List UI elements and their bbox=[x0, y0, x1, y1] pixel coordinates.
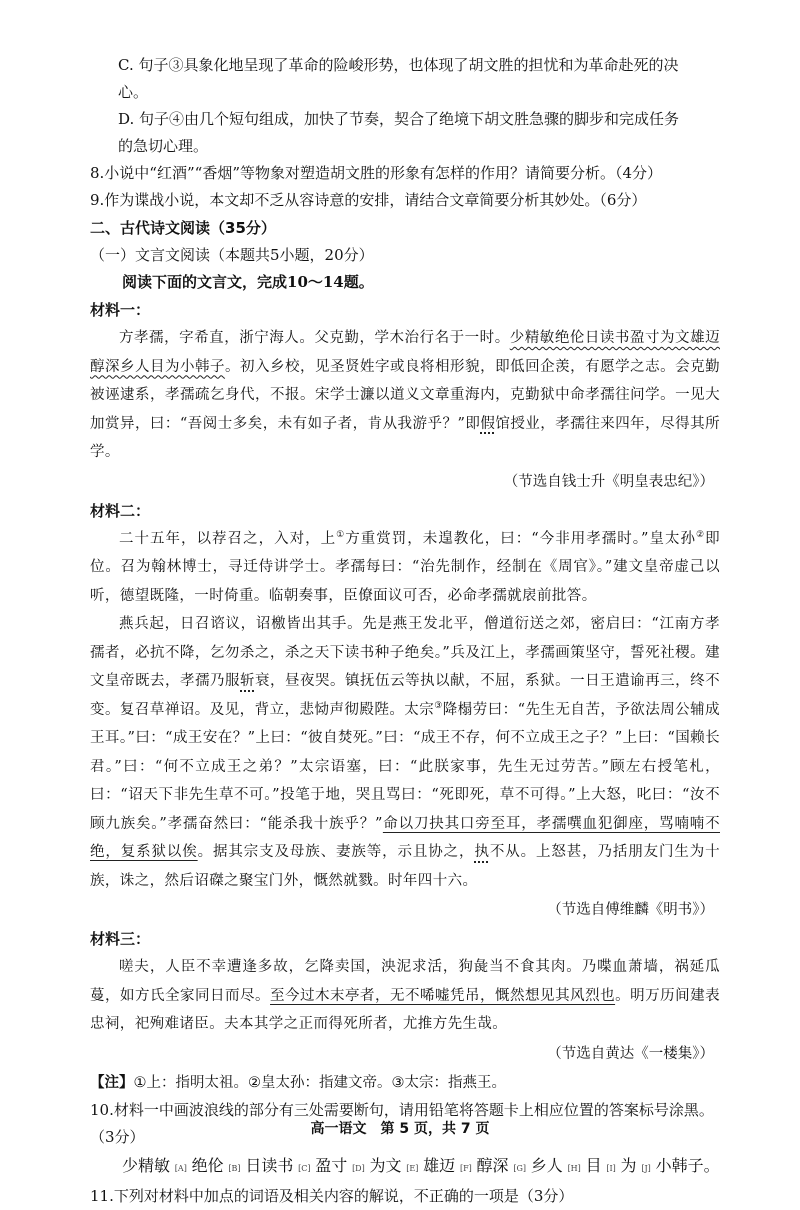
page-footer: 高一语文 第 5 页，共 7 页 bbox=[310, 1121, 490, 1137]
subsection-title: （一）文言文阅读（本题共5小题，20分） bbox=[90, 246, 374, 264]
question-11: 11.下列对材料中加点的词语及相关内容的解说，不正确的一项是（3分） bbox=[90, 1186, 574, 1205]
material-1-label: 材料一： bbox=[90, 301, 151, 319]
answer-mark-b[interactable]: [B] bbox=[228, 1163, 241, 1173]
material-3-label: 材料三： bbox=[90, 930, 151, 948]
section-title: 二、古代诗文阅读（35分） bbox=[90, 219, 276, 237]
material-2-source: （节选自傅维麟《明书》） bbox=[547, 902, 714, 918]
footnote-2: ② bbox=[696, 529, 706, 540]
material-3-source: （节选自黄达《一楼集》） bbox=[547, 1045, 714, 1062]
underlined-sentence: 命以刀抉其口旁至耳，孝孺噀血犯御座，骂喃喃不绝，复系狱以俟 bbox=[90, 815, 720, 860]
answer-mark-a[interactable]: [A] bbox=[174, 1163, 187, 1173]
question-10-options: 少精敏 [A] 绝伦 [B] 日读书 [C] 盈寸 [D] 为文 [E] 雄迈 [F] 醇深 [G] 乡人 [H] 目 [I] 为 [J] 小韩子。 bbox=[122, 1155, 720, 1175]
footnote-1: ① bbox=[336, 529, 346, 540]
option-c-cont: 心。 bbox=[118, 83, 149, 101]
answer-mark-c[interactable]: [C] bbox=[298, 1163, 311, 1173]
answer-mark-e[interactable]: [E] bbox=[406, 1163, 419, 1173]
wavy-underline-passage: 少精敏绝伦日读书盈寸为文雄迈醇深乡人目为小韩子 bbox=[90, 330, 720, 375]
question-9: 9.作为谍战小说，本文却不乏从容诗意的安排，请结合文章简要分析其妙处。（6分） bbox=[90, 191, 647, 209]
dotted-word: 执 bbox=[474, 844, 490, 860]
dotted-word: 斩 bbox=[240, 673, 256, 689]
material-3-text: 嗟夫，人臣不幸遭逢多故，乞降卖国，泱泥求活，狗彘当不食其肉。乃喋血萧墙，祸延瓜蔓，如方氏全家同日而尽。至今过木末亭者，无不唏嘘凭吊，慨然想见其风烈也。明万历间建表忠祠，祀殉难诸臣。夫本其学之正而得死所者，尤推方先生哉。 bbox=[90, 959, 720, 1032]
material-2-para-2: 燕兵起，日召谘议，诏檄皆出其手。先是燕王发北平，僧道衍送之郊，密启曰：“江南方孝孺者，必抗不降，乞勿杀之，杀之天下读书种子绝矣。”兵及江上，孝孺画策坚守，誓死社稷。建文皇帝既去，孝孺乃服斩衰，昼夜哭。镇抚伍云等执以献，不屈，系狱。一日王遣谕再三，终不变。复召草禅诏。及见，背立，悲恸声彻殿陛。太宗③降榻劳曰：“先生无自苦，予欲法周公辅成王耳。”曰：“成王安在？”上曰：“彼自焚死。”曰：“成王不存，何不立成王之子？”上曰：“国赖长君。”曰：“何不立成王之弟？”太宗语塞，曰：“此朕家事，先生无过劳苦。”顾左右授笔札，曰：“诏天下非先生草不可。”投笔于地，哭且骂曰：“死即死，草不可得。”上大怒，叱曰：“汝不顾九族矣。”孝孺奋然曰：“能杀我十族乎？”命以刀抉其口旁至耳，孝孺噀血犯御座，骂喃喃不绝，复系狱以俟。据其宗支及母族、妻族等，示且协之，执不从。上怒甚，乃括朋友门生为十族，诛之，然后诏磔之聚宝门外，慨然就戮。时年四十六。 bbox=[90, 616, 721, 889]
reading-instruction: 阅读下面的文言文，完成10～14题。 bbox=[122, 273, 374, 291]
material-2-para-1: 二十五年，以荐召之，入对，上①方重赏罚，未遑教化，曰：“今非用孝孺时。”皇太孙②即位。召为翰林博士，寻迁侍讲学士。孝孺每曰：“治先制作，经制在《周官》。”建文皇帝虚己以听，德望既隆，一时倚重。临朝奏事，臣僚面议可否，必命孝孺就扆前批答。 bbox=[90, 529, 720, 604]
question-10: 10.材料一中画波浪线的部分有三处需要断句，请用铅笔将答题卡上相应位置的答案标号涂黑。（3分） bbox=[90, 1100, 714, 1146]
option-d: D. 句子④由几个短句组成，加快了节奏，契合了绝境下胡文胜急骤的脚步和完成任务 bbox=[118, 110, 680, 128]
answer-mark-d[interactable]: [D] bbox=[352, 1163, 365, 1173]
option-d-cont: 的急切心理。 bbox=[118, 137, 209, 155]
answer-mark-i[interactable]: [I] bbox=[606, 1163, 616, 1173]
option-c: C. 句子③具象化地呈现了革命的险峻形势，也体现了胡文胜的担忧和为革命赴死的决 bbox=[118, 56, 679, 74]
question-8: 8.小说中“红酒”“香烟”等物象对塑造胡文胜的形象有怎样的作用？请简要分析。（4分） bbox=[90, 164, 663, 182]
material-2-label: 材料二： bbox=[90, 501, 151, 520]
note-label: 【注】 bbox=[90, 1074, 134, 1091]
answer-mark-h[interactable]: [H] bbox=[567, 1163, 581, 1173]
exam-page bbox=[90, 52, 720, 1210]
answer-mark-f[interactable]: [F] bbox=[459, 1163, 472, 1173]
answer-mark-g[interactable]: [G] bbox=[513, 1163, 526, 1173]
footnote-3: ③ bbox=[434, 700, 443, 711]
material-1-source: （节选自钱士升《明皇表忠纪》） bbox=[503, 473, 714, 490]
dotted-word: 假 bbox=[480, 415, 496, 432]
material-1-text: 方孝孺，字希直，浙宁海人。父克勤，学木治行名于一时。少精敏绝伦日读书盈寸为文雄迈醇深乡人目为小韩子。初入乡校，见圣贤姓字或良将相形貌，即低回企羡，有愿学之志。会克勤被诬逮系，孝孺疏乞身代，不报。宋学士濂以道义文章重海内，克勤狱中命孝孺往问学。一见大加赏异，曰：“吾阅士多矣，未有如子者，肯从我游乎？”即假馆授业，孝孺往来四年，尽得其所学。 bbox=[90, 330, 720, 460]
footnotes: 【注】①上：指明太祖。②皇太孙：指建文帝。③太宗：指燕王。 bbox=[90, 1074, 506, 1091]
underlined-sentence: 至今过木末亭者，无不唏嘘凭吊，慨然想见其风烈也 bbox=[270, 987, 616, 1004]
answer-mark-j[interactable]: [J] bbox=[641, 1163, 651, 1173]
